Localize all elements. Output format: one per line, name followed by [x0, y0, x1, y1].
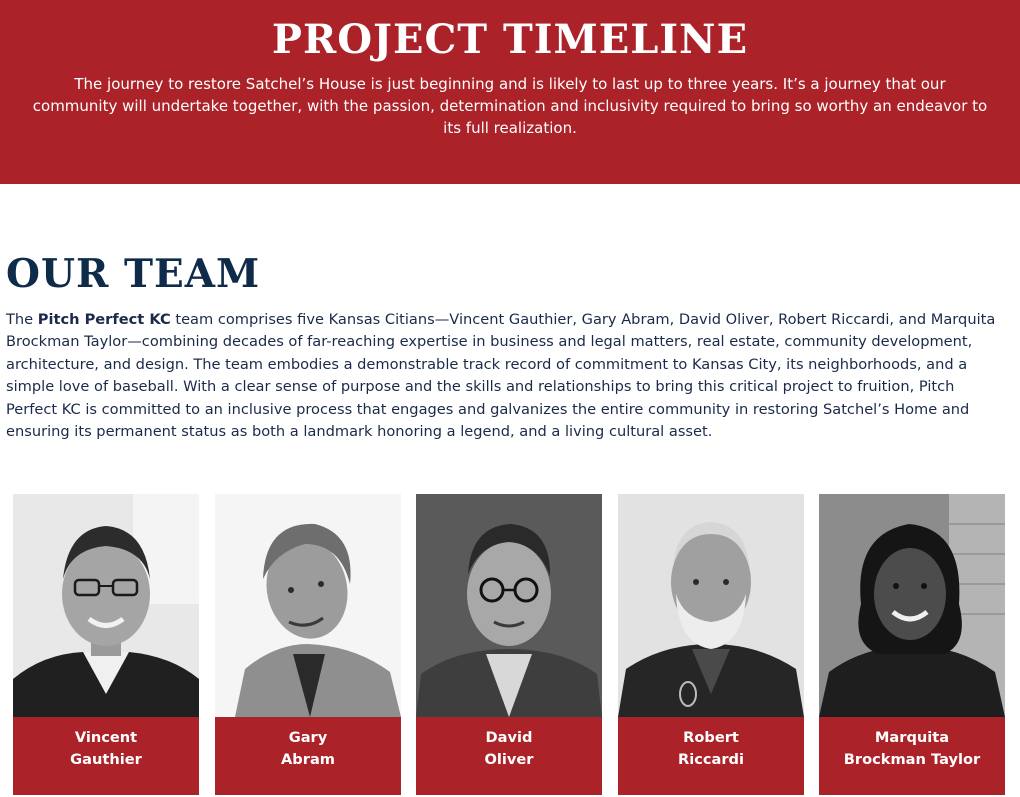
team-heading: OUR TEAM	[6, 251, 261, 297]
member-first-name: Gary	[288, 729, 328, 746]
project-timeline-section	[0, 0, 1020, 184]
member-photo[interactable]	[819, 494, 1005, 717]
member-name[interactable]	[819, 717, 1005, 795]
member-photo[interactable]	[416, 494, 602, 717]
team-member-card[interactable]	[416, 494, 602, 795]
team-member-card[interactable]	[819, 494, 1005, 795]
member-first-name: Robert	[683, 729, 739, 746]
member-first-name: Vincent	[74, 729, 138, 746]
team-member-card[interactable]	[618, 494, 804, 795]
portrait-photo-vincent	[13, 494, 199, 717]
member-name[interactable]	[416, 717, 602, 795]
member-name[interactable]	[215, 717, 401, 795]
member-last-name: Oliver	[484, 751, 534, 768]
member-first-name: David	[485, 729, 533, 746]
team-intro-start: The	[6, 311, 38, 328]
member-name[interactable]	[618, 717, 804, 795]
member-first-name: Marquita	[874, 729, 950, 746]
team-description	[6, 309, 1010, 443]
member-photo[interactable]	[215, 494, 401, 717]
team-member-card[interactable]	[215, 494, 401, 795]
member-last-name: Gauthier	[70, 751, 142, 768]
member-name[interactable]	[13, 717, 199, 795]
team-member-card[interactable]	[13, 494, 199, 795]
team-name-bold: Pitch Perfect KC	[37, 311, 171, 328]
timeline-heading: PROJECT TIMELINE	[271, 16, 749, 63]
member-photo[interactable]	[618, 494, 804, 717]
member-last-name: Abram	[281, 751, 335, 768]
timeline-description: The journey to restore Satchel’s House is just beginning and is likely to last up to three years. It’s a journey that our community will undertake together, with the passion, determination and inclusivity required to bring so worthy an endeavor to its full realization.	[32, 75, 988, 137]
member-photo[interactable]	[13, 494, 199, 717]
member-last-name: Riccardi	[677, 751, 745, 768]
member-last-name: Brockman Taylor	[843, 751, 981, 768]
portrait-photo-robert	[618, 494, 804, 717]
portrait-photo-marquita	[819, 494, 1005, 717]
portrait-photo-david	[416, 494, 602, 717]
portrait-photo-gary	[215, 494, 401, 717]
team-intro-rest: team comprises five Kansas Citians—Vincent Gauthier, Gary Abram, David Oliver, Robert Riccardi, and Marquita Brockman Taylor—combining decades of far-reaching expertise in business and legal matters, real estate, community development, architecture, and design. The team embodies a demonstrable track record of commitment to Kansas City, its neighborhoods, and a simple love of baseball. With a clear sense of purpose and the skills and relationships to bring this critical project to fruition, Pitch Perfect KC is committed to an inclusive process that engages and galvanizes the entire community in restoring Satchel’s Home and ensuring its permanent status as both a landmark honoring a legend, and a living cultural asset.	[6, 311, 996, 441]
